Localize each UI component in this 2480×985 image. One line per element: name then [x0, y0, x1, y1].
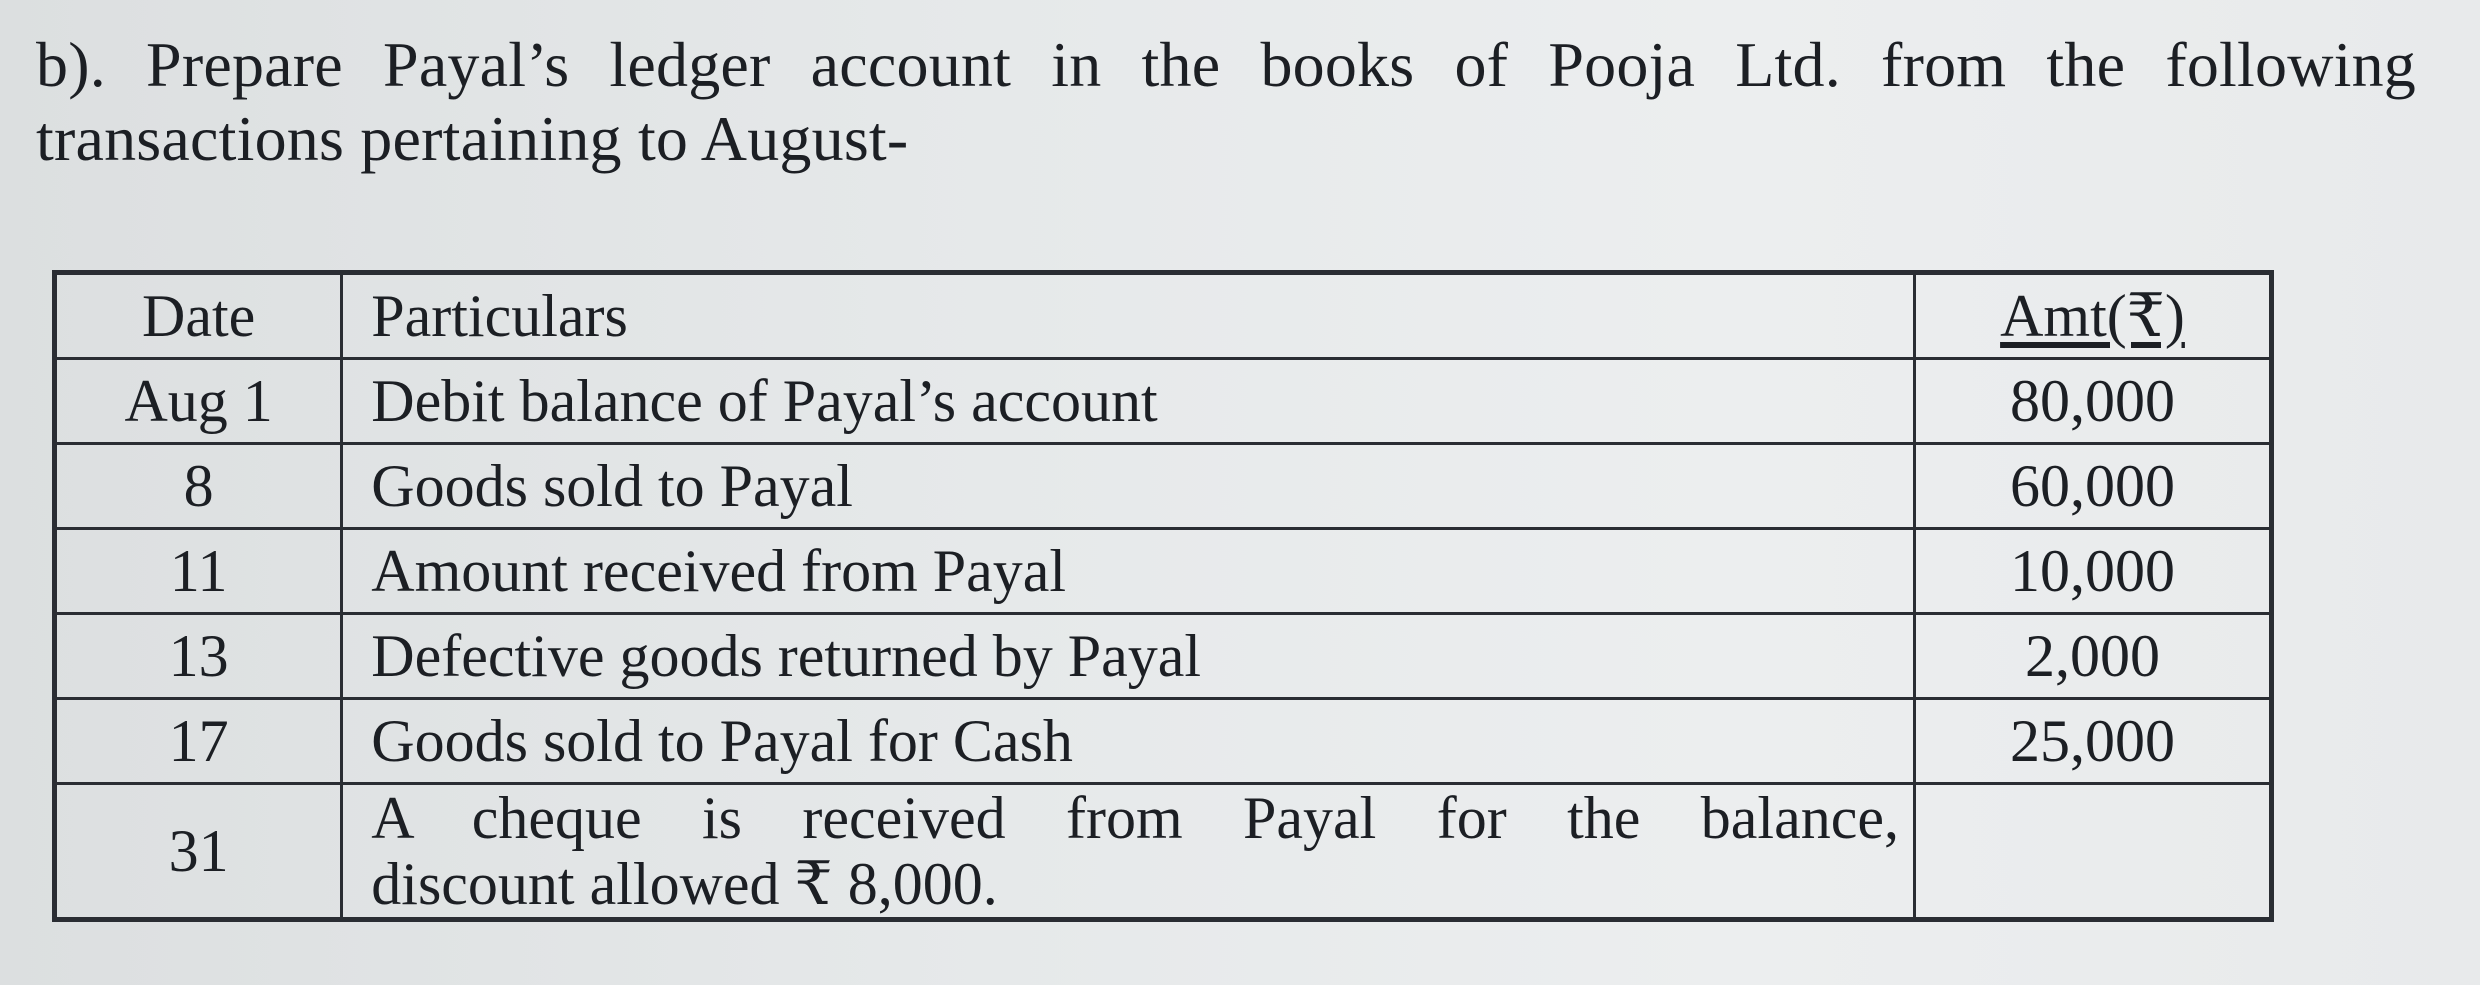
- header-date: Date: [55, 273, 342, 359]
- row-amount: 25,000: [1914, 699, 2271, 784]
- header-particulars: Particulars: [342, 273, 1915, 359]
- row-particulars: Goods sold to Payal for Cash: [342, 699, 1915, 784]
- table-row: [55, 444, 2272, 529]
- row-amount-empty: [1914, 784, 2271, 920]
- row-amount: 60,000: [1914, 444, 2271, 529]
- header-amount: [1914, 273, 2271, 359]
- table-header-row: [55, 273, 2272, 359]
- row-date: 11: [55, 529, 342, 614]
- row-date: 8: [55, 444, 342, 529]
- question-line-2: transactions pertaining to August-: [36, 103, 909, 174]
- table-row: [55, 699, 2272, 784]
- row-particulars: Defective goods returned by Payal: [342, 614, 1915, 699]
- row-date: 17: [55, 699, 342, 784]
- table-row: [55, 614, 2272, 699]
- table-row: [55, 359, 2272, 444]
- row-date: Aug 1: [55, 359, 342, 444]
- header-amount-label: Amt(₹): [2000, 283, 2185, 349]
- row-amount: 80,000: [1914, 359, 2271, 444]
- row-particulars: Goods sold to Payal: [342, 444, 1915, 529]
- row-particulars: Amount received from Payal: [342, 529, 1915, 614]
- row-particulars: Debit balance of Payal’s account: [342, 359, 1915, 444]
- table-row: [55, 784, 2272, 920]
- row-particulars: [342, 784, 1915, 920]
- row-date: 31: [55, 784, 342, 920]
- question-text: [36, 28, 2416, 176]
- table-row: [55, 529, 2272, 614]
- row-particulars-line-1: A cheque is received from Payal for the balance,: [371, 785, 1899, 851]
- question-line-1: b). Prepare Payal’s ledger account in the books of Pooja Ltd. from the following: [36, 29, 2416, 100]
- transactions-table: [52, 270, 2274, 922]
- row-date: 13: [55, 614, 342, 699]
- row-particulars-line-2: discount allowed ₹ 8,000.: [371, 851, 998, 917]
- row-amount: 2,000: [1914, 614, 2271, 699]
- row-amount: 10,000: [1914, 529, 2271, 614]
